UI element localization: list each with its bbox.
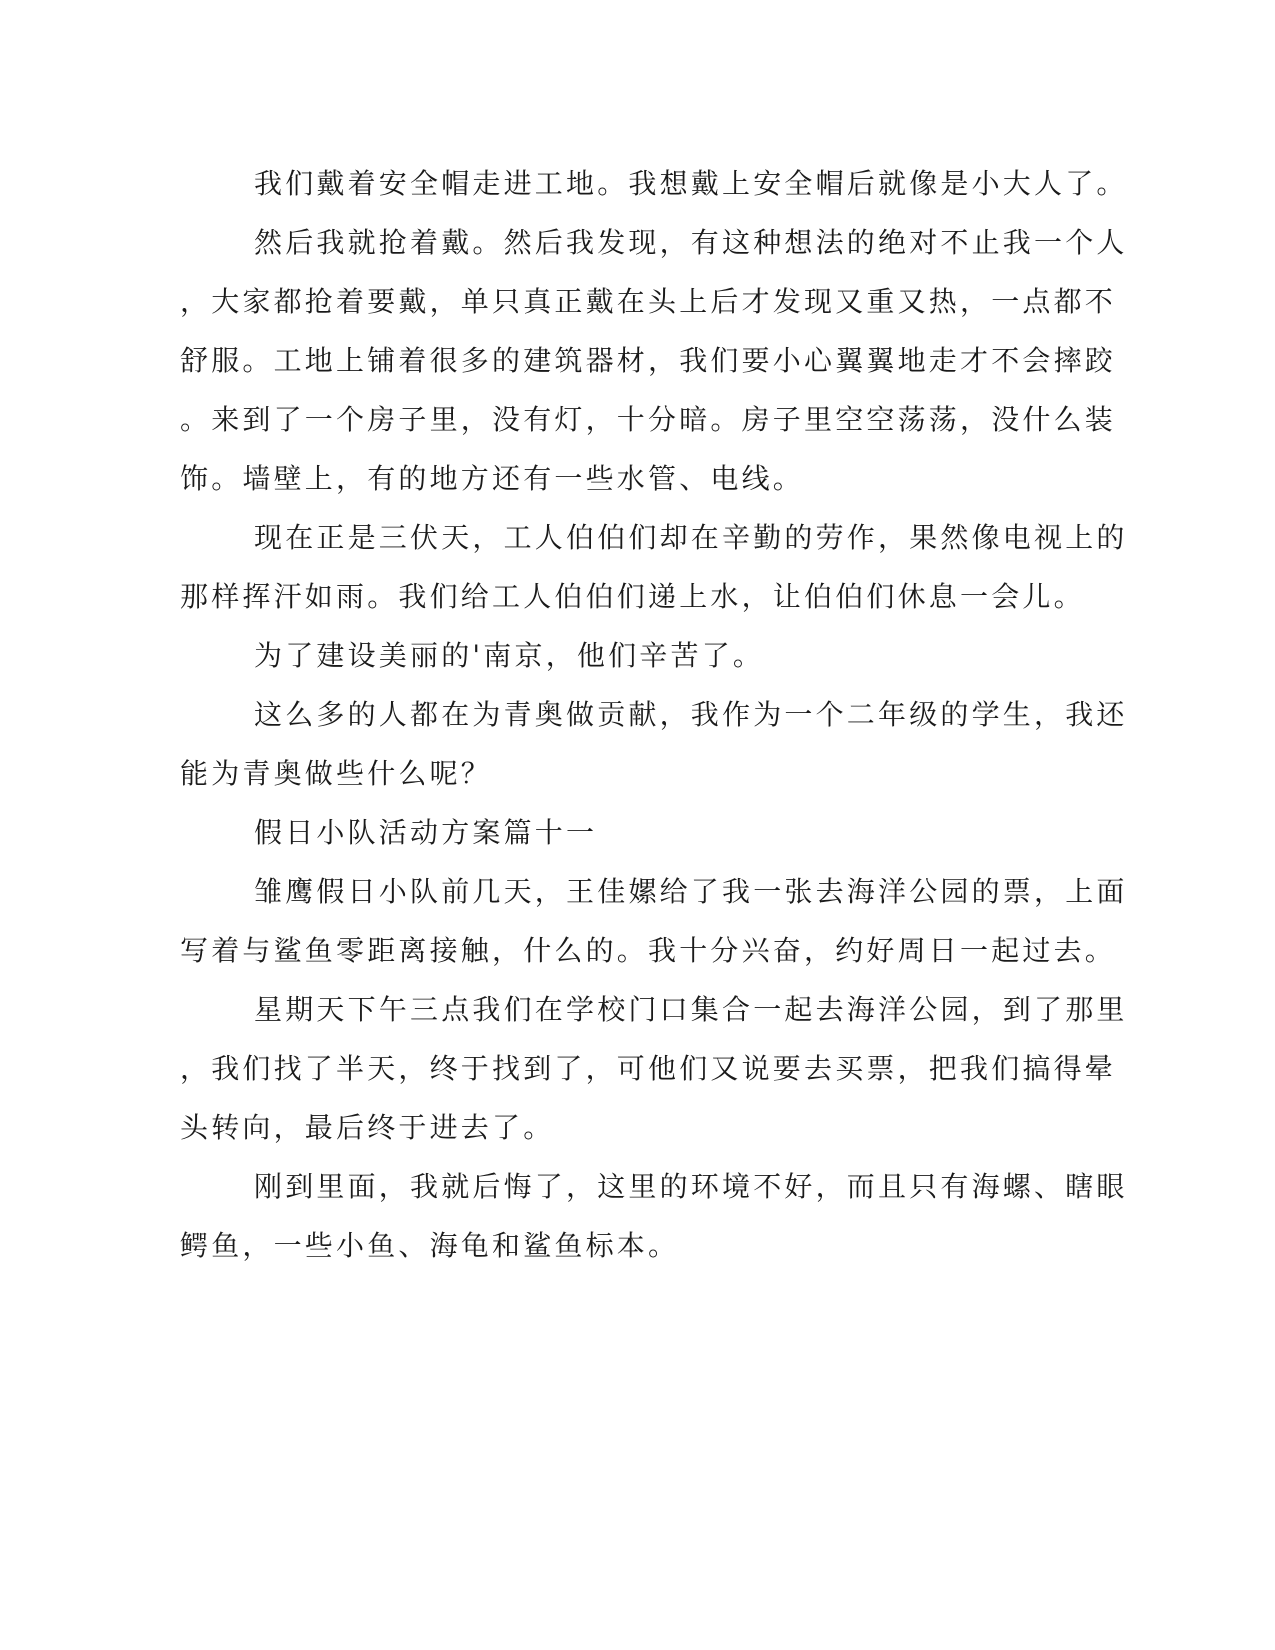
text-line: 雏鹰假日小队前几天，王佳嫘给了我一张去海洋公园的票，上面: [254, 875, 1128, 908]
text-line: 那样挥汗如雨。我们给工人伯伯们递上水，让伯伯们休息一会儿。: [180, 580, 1085, 613]
text-line: ，大家都抢着要戴，单只真正戴在头上后才发现又重又热，一点都不: [180, 285, 1117, 318]
text-line: 头转向，最后终于进去了。: [180, 1111, 555, 1144]
text-line: 。来到了一个房子里，没有灯，十分暗。房子里空空荡荡，没什么装: [180, 403, 1117, 436]
text-line: 星期天下午三点我们在学校门口集合一起去海洋公园，到了那里: [254, 993, 1128, 1026]
text-line: 这么多的人都在为青奥做贡献，我作为一个二年级的学生，我还: [254, 698, 1128, 731]
text-line: 为了建设美丽的'南京，他们辛苦了。: [254, 639, 765, 672]
document-body: [180, 154, 1128, 1275]
text-line: 鳄鱼，一些小鱼、海龟和鲨鱼标本。: [180, 1229, 680, 1262]
text-line: 写着与鲨鱼零距离接触，什么的。我十分兴奋，约好周日一起过去。: [180, 934, 1117, 967]
text-line: 现在正是三伏天，工人伯伯们却在辛勤的劳作，果然像电视上的: [254, 521, 1128, 554]
text-line: 我们戴着安全帽走进工地。我想戴上安全帽后就像是小大人了。: [254, 167, 1128, 200]
text-line: 然后我就抢着戴。然后我发现，有这种想法的绝对不止我一个人: [254, 226, 1128, 259]
text-line: 舒服。工地上铺着很多的建筑器材，我们要小心翼翼地走才不会摔跤: [180, 344, 1117, 377]
text-line: ，我们找了半天，终于找到了，可他们又说要去买票，把我们搞得晕: [180, 1052, 1117, 1085]
text-line: 饰。墙壁上，有的地方还有一些水管、电线。: [180, 462, 805, 495]
section-heading: 假日小队活动方案篇十一: [254, 816, 598, 849]
text-line: 能为青奥做些什么呢？: [180, 757, 493, 790]
text-line: 刚到里面，我就后悔了，这里的环境不好，而且只有海螺、瞎眼: [254, 1170, 1128, 1203]
